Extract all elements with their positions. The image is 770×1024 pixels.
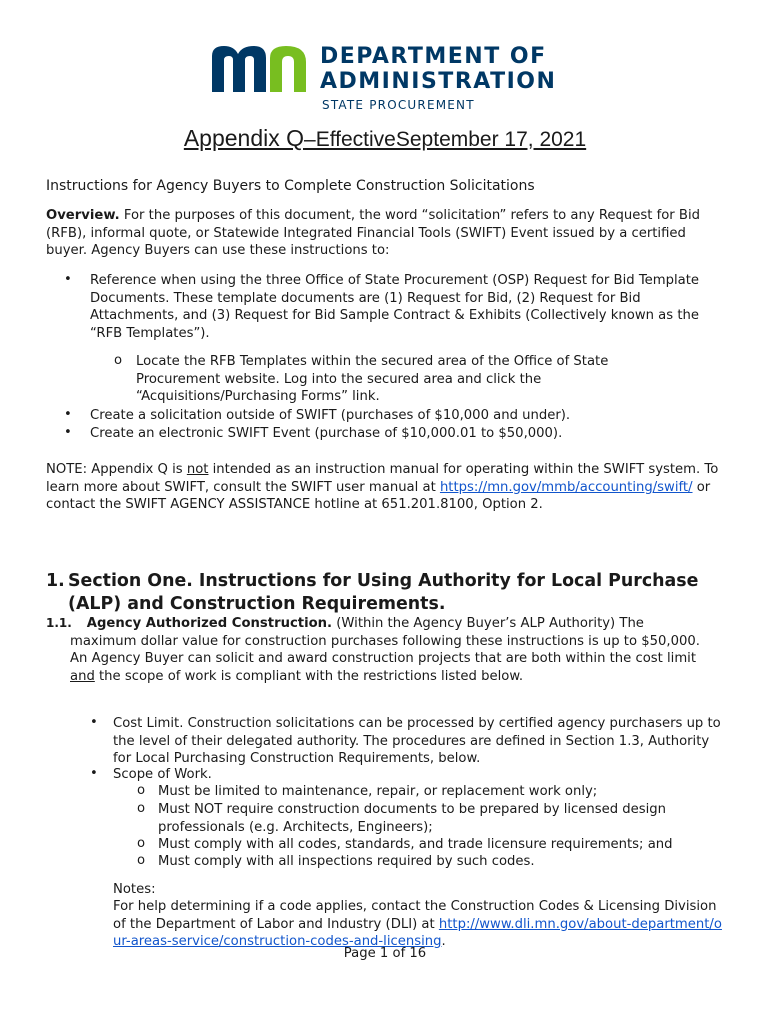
bullet-icon: •: [64, 407, 72, 422]
bullet-icon: •: [90, 715, 98, 730]
logo-line-administration: ADMINISTRATION: [320, 69, 557, 94]
notes-end: .: [441, 934, 446, 950]
circle-bullet-icon: o: [137, 783, 146, 798]
scope-item: Must comply with all codes, standards, and trade licensure requirements; and: [158, 837, 673, 852]
notes-label: Notes:: [113, 882, 156, 897]
scope-item: Must be limited to maintenance, repair, or replacement work only;: [158, 784, 598, 799]
title-part2: –EffectiveSeptember 17, 2021: [304, 128, 587, 151]
notes-paragraph: [113, 898, 723, 951]
circle-bullet-icon: o: [137, 836, 146, 851]
scope-item: Must NOT require construction documents to be prepared by licensed design professionals (e.g. Architects, Engineers);: [158, 802, 667, 835]
subsection-number: 1.1.: [46, 616, 72, 630]
list-item: Cost Limit. Construction solicitations can be processed by certified agency purchasers up to the level of their delegated authority. The procedures are defined in Section 1.3, Authority for Local Purchasing Construction Requirements, below.: [113, 716, 721, 767]
list-item: Reference when using the three Office of State Procurement (OSP) Request for Bid Template Documents. These template documents are (1) Request for Bid, (2) Request for Bid Attachments, and (3) Request for Bid Sample Contract & Exhibits (Collectively known as the “RFB Templates”).: [90, 273, 699, 341]
bullet-icon: •: [64, 425, 72, 440]
note-suffix: or contact the SWIFT AGENCY ASSISTANCE hotline at 651.201.8100, Option 2.: [46, 479, 711, 513]
circle-bullet-icon: o: [114, 353, 123, 368]
note-paragraph: [46, 461, 726, 514]
list-item: Create an electronic SWIFT Event (purchase of $10,000.01 to $50,000).: [90, 426, 563, 441]
subsection-and: and: [70, 668, 95, 684]
page-title: [0, 125, 770, 152]
subsection-text1: (Within the Agency Buyer’s ALP Authority) The maximum dollar value for construction purchases following these instructions is up to $50,000. An Agency Buyer can solicit and award construction projects that are both within the cost limit: [70, 616, 700, 667]
list-item: Locate the RFB Templates within the secured area of the Office of State Procurement website. Log into the secured area and click the “Acquisitions/Purchasing Forms” link.: [136, 354, 609, 405]
subheading: Instructions for Agency Buyers to Complete Construction Solicitations: [46, 178, 535, 194]
department-logo: [210, 42, 570, 114]
page-number: Page 1 of 16: [343, 946, 427, 961]
bullet-icon: •: [90, 766, 98, 781]
note-middle: intended as an instruction manual for operating within the SWIFT system. To learn more about SWIFT, consult the SWIFT user manual at: [46, 462, 719, 495]
overview-paragraph: [46, 207, 716, 260]
subsection-text2: the scope of work is compliant with the restrictions listed below.: [94, 668, 524, 684]
dli-link[interactable]: http://www.dli.mn.gov/about-department/our-areas-service/construction-codes-and-licensing: [113, 916, 722, 950]
scope-item: Must comply with all inspections required by such codes.: [158, 854, 535, 869]
list-item: Create a solicitation outside of SWIFT (purchases of $10,000 and under).: [90, 408, 571, 423]
list-item: Scope of Work.: [113, 767, 212, 782]
mn-logo-icon: [210, 42, 318, 94]
note-not: not: [186, 462, 209, 477]
title-part1: Appendix Q: [183, 125, 305, 151]
circle-bullet-icon: o: [137, 801, 146, 816]
circle-bullet-icon: o: [137, 853, 146, 868]
subsection-paragraph: [70, 615, 710, 685]
section-number: 1.: [46, 571, 65, 591]
overview-label: Overview.: [46, 208, 120, 223]
section-title: Section One. Instructions for Using Authority for Local Purchase (ALP) and Construction Requirements.: [68, 571, 699, 614]
overview-text: For the purposes of this document, the word “solicitation” refers to any Request for Bid (RFB), informal quote, or Statewide Integrated Financial Tools (SWIFT) Event issued by a certified buyer. Agency Buyers can use these instructions to:: [46, 208, 700, 259]
logo-line-department: DEPARTMENT OF: [320, 44, 547, 69]
notes-text: For help determining if a code applies, contact the Construction Codes & Licensing Division of the Department of Labor and Industry (DLI) at: [113, 899, 717, 932]
swift-manual-link[interactable]: https://mn.gov/mmb/accounting/swift/: [439, 479, 693, 495]
subsection-label: Agency Authorized Construction.: [86, 616, 333, 631]
logo-line-state-procurement: STATE PROCUREMENT: [322, 98, 475, 112]
note-prefix: NOTE: Appendix Q is: [46, 462, 187, 477]
bullet-icon: •: [64, 272, 72, 287]
